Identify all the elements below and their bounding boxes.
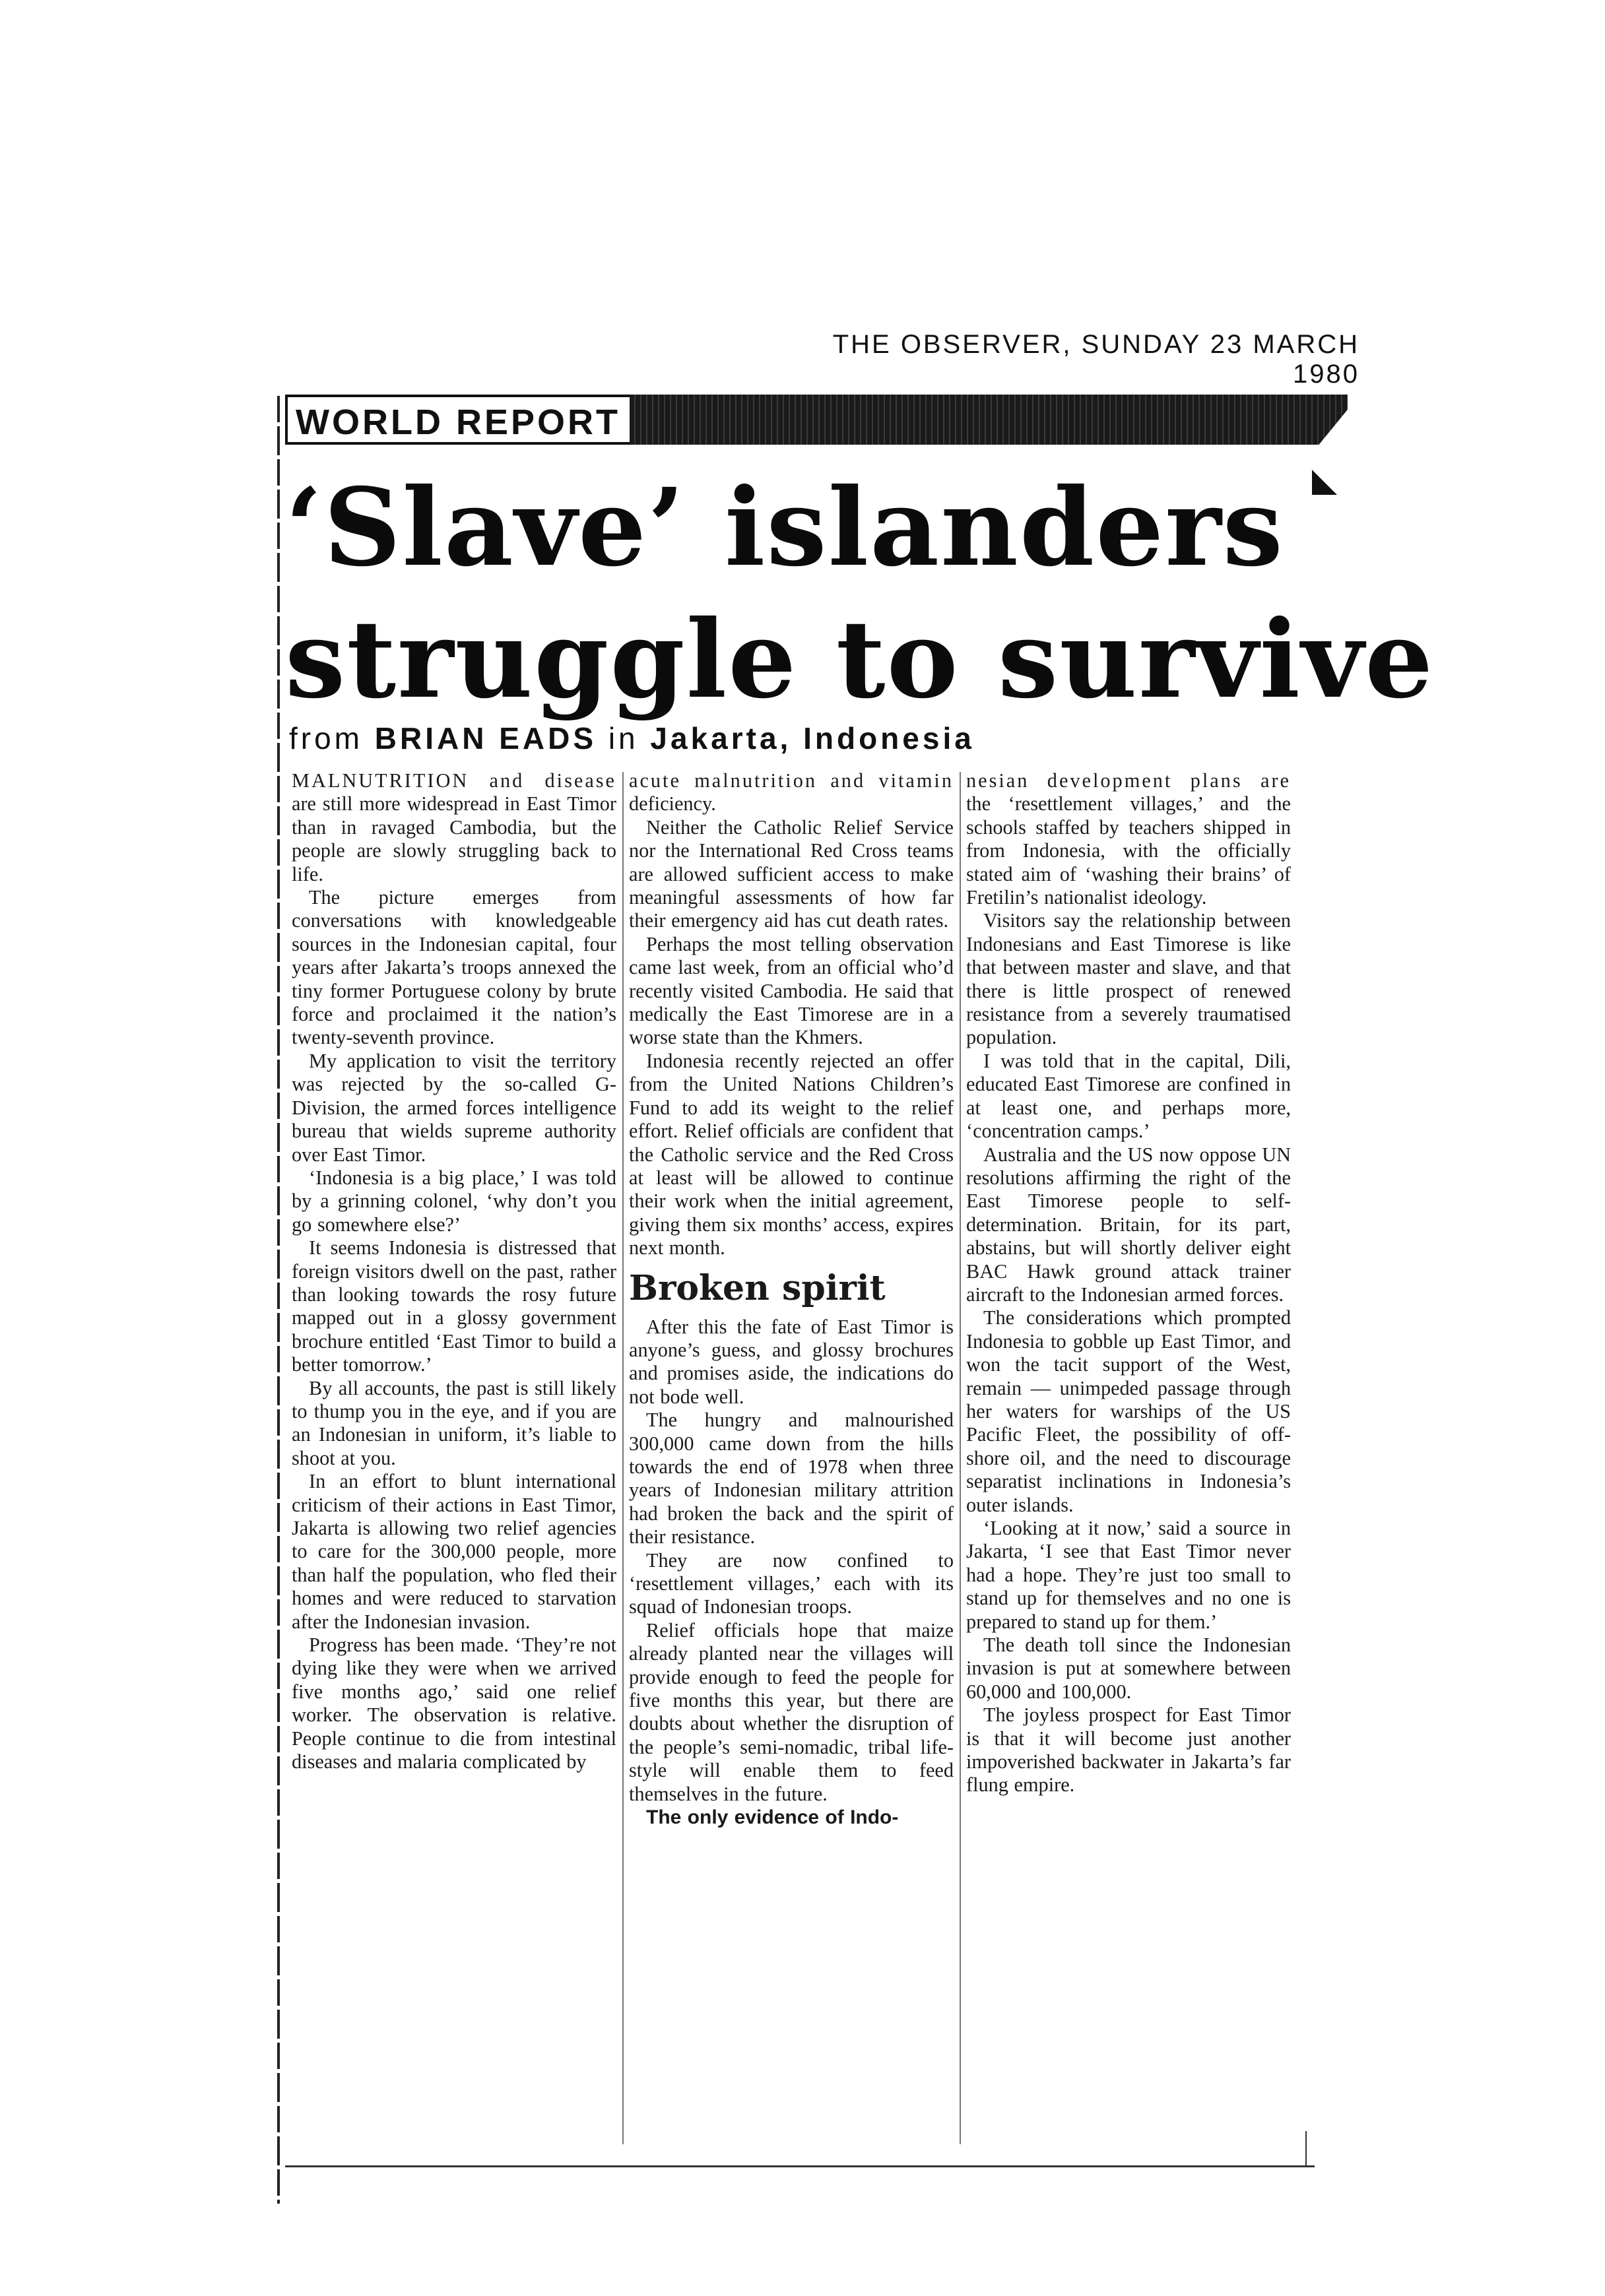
section-banner-fill [630,395,1348,445]
headline-line-2: struggle to survive [285,597,1435,722]
paragraph: By all accounts, the past is still likely to thump you in the eye, and if you are an Indonesian in uniform, it’s liable to shoot at you. [292,1376,616,1469]
column-divider [622,772,624,2144]
paragraph: Indonesia recently rejected an offer from the United Nations Children’s Fund to add its weight to the relief effort. Relief officials are confident that the Catholic service and the Red Cross at least will be allowed to continue their work when the initial agreement, giving them six months’ access, expires next month. [629,1049,954,1260]
paragraph: acute malnutrition and vitamin deficiency. [629,769,954,815]
paragraph: Relief officials hope that maize already planted near the villages will provide enough to feed the people for five months this year, but there are doubts about whether the disruption of the people’s semi-nomadic, tribal life-style will enable them to feed themselves in the future. [629,1618,954,1805]
paragraph: The death toll since the Indonesian invasion is put at somewhere between 60,000 and 100,000. [966,1634,1291,1703]
headline-line-1: ‘Slave’ islanders [285,465,1284,590]
paragraph: Visitors say the relationship between Indonesians and East Timorese is like that between master and slave, and that there is little prospect of renewed resistance from a severely traumatised population. [966,909,1291,1049]
article-column-2 [629,769,954,2148]
paragraph: ‘Looking at it now,’ said a source in Jakarta, ‘I see that East Timor never had a hope. They’re just too small to stand up for themselves and no one is prepared to stand up for them.’ [966,1517,1291,1633]
section-banner [285,395,1348,445]
paragraph: Australia and the US now oppose UN resolutions affirming the right of the East Timorese people to self-determination. Britain, for its part, abstains, but will shortly deliver eight BAC Hawk ground attack trainer aircraft to the Indonesian armed forces. [966,1143,1291,1306]
paragraph: The joyless prospect for East Timor is that it will become just another impoverished backwater in Jakarta’s far flung empire. [966,1704,1291,1797]
paragraph: ‘Indonesia is a big place,’ I was told by a grinning colonel, ‘why don’t you go somewhere else?’ [292,1166,616,1236]
corner-rule [1305,2131,1307,2165]
article-column-1 [292,769,616,2148]
paragraph: Neither the Catholic Relief Service nor the International Red Cross teams are allowed sufficient access to make meaningful assessments of how far their emergency aid has cut death rates. [629,815,954,932]
paragraph: They are now confined to ‘resettlement villages,’ each with its squad of Indonesian troops. [629,1548,954,1618]
section-label: WORLD REPORT [285,395,630,445]
paragraph: The hungry and malnourished 300,000 came down from the hills towards the end of 1978 when three years of Indonesian military attrition had broken the back and the spirit of their resistance. [629,1409,954,1548]
paragraph: Progress has been made. ‘They’re not dying like they were when we arrived five months ago,’ said one relief worker. The observation is relative. People continue to die from intestinal diseases and malaria complicated by [292,1634,616,1773]
article-column-3 [966,769,1291,2148]
paragraph: I was told that in the capital, Dili, educated East Timorese are confined in at least one, and perhaps more, ‘concentration camps.’ [966,1049,1291,1143]
paragraph: After this the fate of East Timor is anyone’s guess, and glossy brochures and promises aside, the indications do not bode well. [629,1315,954,1408]
bottom-border-rule [285,2165,1315,2167]
column-divider [960,772,961,2144]
byline-author: BRIAN EADS [374,721,597,755]
subheading: Broken spirit [629,1267,886,1308]
newspaper-masthead: THE OBSERVER, SUNDAY 23 MARCH 1980 [832,330,1359,389]
article-byline [289,720,1345,756]
paragraph: MALNUTRITION and disease are still more widespread in East Timor than in ravaged Cambodia, but the people are slowly struggling back to life. [292,769,616,885]
paragraph: nesian development plans are the ‘resettlement villages,’ and the schools staffed by teachers shipped in from Indonesia, with the officially stated aim of ‘washing their brains’ of Fretilin’s nationalist ideology. [966,769,1291,909]
paragraph: The picture emerges from conversations with knowledgeable sources in the Indonesian capital, four years after Jakarta’s troops annexed the tiny former Portuguese colony by brute force and proclaimed it the nation’s twenty-seventh province. [292,886,616,1049]
paragraph: It seems Indonesia is distressed that foreign visitors dwell on the past, rather than looking towards the rosy future mapped out in a glossy government brochure entitled ‘East Timor to build a better tomorrow.’ [292,1236,616,1376]
byline-in: in [608,721,639,755]
left-border-rule [277,396,280,2204]
paragraph: My application to visit the territory was rejected by the so-called G-Division, the armed forces intelligence bureau that wields supreme authority over East Timor. [292,1049,616,1166]
paragraph: Perhaps the most telling observation came last week, from an official who’d recently visited Cambodia. He said that medically the East Timorese are in a worse state than the Khmers. [629,932,954,1049]
byline-prefix: from [289,721,363,755]
article-headline [285,462,1435,726]
paragraph: In an effort to blunt international criticism of their actions in East Timor, Jakarta is allowing two relief agencies to care for the 300,000 people, more than half the population, who fled their homes and were reduced to starvation after the Indonesian invasion. [292,1470,616,1633]
paragraph-continued: The only evidence of Indo- [646,1806,899,1829]
byline-place: Jakarta, Indonesia [650,721,975,755]
paragraph: The considerations which prompted Indonesia to gobble up East Timor, and won the tacit support of the West, remain — unimpeded passage through her waters for warships of the US Pacific Fleet, the possibility of off-shore oil, and the need to discourage separatist inclinations in Indonesia’s outer islands. [966,1306,1291,1516]
